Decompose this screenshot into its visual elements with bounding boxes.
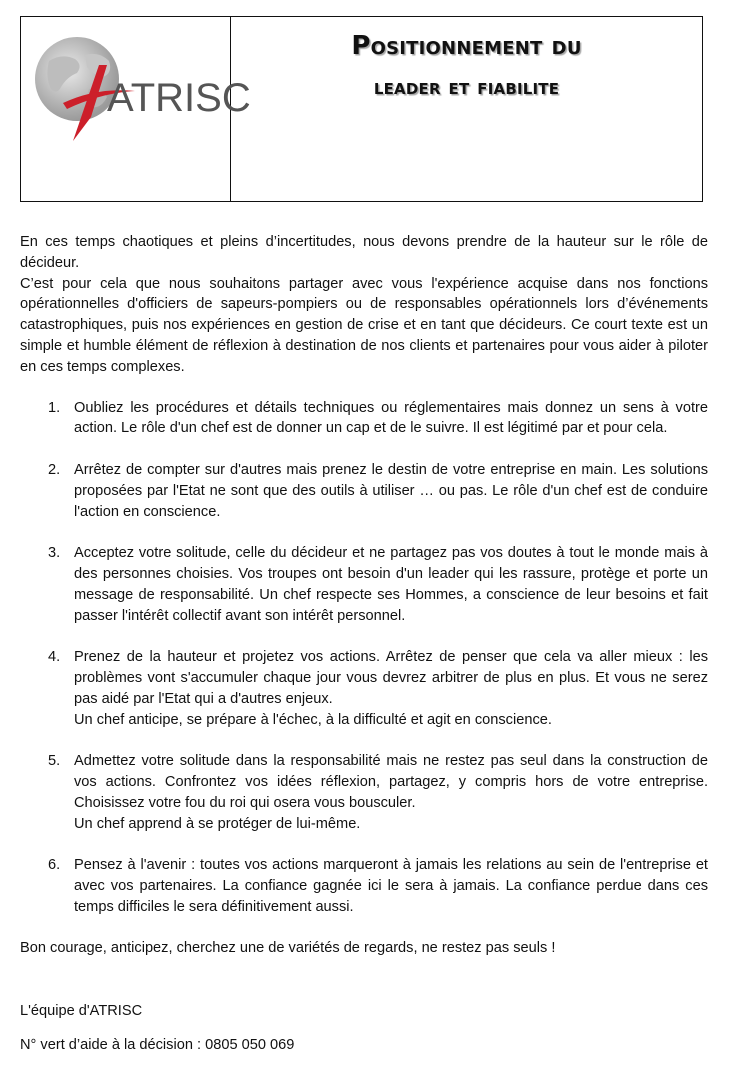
logo-cell bbox=[21, 17, 251, 201]
list-item bbox=[20, 398, 708, 440]
signature: L'équipe d'ATRISC bbox=[20, 1002, 143, 1019]
list-number: 6. bbox=[48, 857, 61, 874]
list-number: 2. bbox=[48, 461, 61, 478]
logo-text: ATRISC bbox=[107, 76, 251, 120]
title-line-1: Positionnement du bbox=[351, 31, 582, 61]
list-item bbox=[20, 751, 708, 834]
list-item-text: Oubliez les procédures et détails techniques ou réglementaires mais donnez un sens à votre action. Le rôle d'un chef est de donner un cap et de le suivre. Il est légitimé par et pour cela. bbox=[74, 399, 708, 437]
list-item bbox=[20, 460, 708, 522]
list-item-text: Pensez à l'avenir : toutes vos actions marqueront à jamais les relations au sein de l'entreprise et avec vos partenaires. La confiance gagnée ici le sera à jamais. La confiance perdue dans ces temps difficiles le sera définitivement aussi. bbox=[74, 857, 708, 915]
title-cell bbox=[231, 17, 702, 201]
list-item bbox=[20, 543, 708, 626]
document-body bbox=[20, 232, 708, 1056]
list-number: 3. bbox=[48, 545, 61, 562]
advice-list bbox=[20, 398, 708, 918]
list-item bbox=[20, 647, 708, 730]
list-item-text: Acceptez votre solitude, celle du décideur et ne partagez pas vos doutes à tout le monde mais à des personnes choisies. Vos troupes ont besoin d'un leader qui les rassure, protège et porte un message de responsabilité. Un chef respecte ses Hommes, a conscience de leur besoins et fait passer l'intérêt collectif avant son intérêt personnel. bbox=[74, 545, 708, 624]
intro-paragraph: En ces temps chaotiques et pleins d’incertitudes, nous devons prendre de la hauteur sur le rôle de décideur. bbox=[20, 234, 708, 271]
header-table bbox=[20, 16, 703, 202]
list-item-text: Arrêtez de compter sur d'autres mais prenez le destin de votre entreprise en main. Les solutions proposées par l'Etat ne sont que des outils à utiliser … ou pas. Le rôle d'un chef est de conduire l'action en conscience. bbox=[74, 461, 708, 520]
list-item-text: Admettez votre solitude dans la responsabilité mais ne restez pas seul dans la construction de vos actions. Confrontez vos idées réflexion, partagez, y compris hors de votre entreprise. Choisissez votre fou du roi qui osera vous bousculer. bbox=[74, 753, 708, 811]
intro bbox=[20, 232, 708, 378]
title-line-2: leader et fiabilite bbox=[373, 75, 560, 100]
list-number: 5. bbox=[48, 753, 61, 770]
intro-paragraph: C’est pour cela que nous souhaitons partager avec vous l'expérience acquise dans nos fonctions opérationnelles d'officiers de sapeurs-pompiers ou de responsables opérationnels lors d’événements catastrophiques, puis nos expériences en gestion de crise et en tant que décideurs. Ce court texte est un simple et humble élément de réflexion à destination de nos clients et partenaires pour vous aider à piloter en ces temps complexes. bbox=[20, 275, 708, 375]
list-item-text: Un chef apprend à se protéger de lui-même. bbox=[74, 815, 361, 832]
list-number: 4. bbox=[48, 649, 61, 666]
list-item-text: Un chef anticipe, se prépare à l'échec, à la difficulté et agit en conscience. bbox=[74, 711, 552, 728]
list-item bbox=[20, 855, 708, 917]
list-item-text: Prenez de la hauteur et projetez vos actions. Arrêtez de penser que cela va aller mieux : les problèmes vont s'accumuler chaque jour vous devrez arbitrer de plus en plus. Et vous ne serez pas aidé par l'Etat qui a d'autres enjeux. bbox=[74, 649, 708, 707]
atrisc-logo bbox=[27, 31, 251, 151]
closing-text: Bon courage, anticipez, cherchez une de variétés de regards, ne restez pas seuls ! bbox=[20, 940, 556, 957]
hotline-number: N° vert d’aide à la décision : 0805 050 069 bbox=[20, 1037, 295, 1054]
list-number: 1. bbox=[48, 399, 61, 416]
